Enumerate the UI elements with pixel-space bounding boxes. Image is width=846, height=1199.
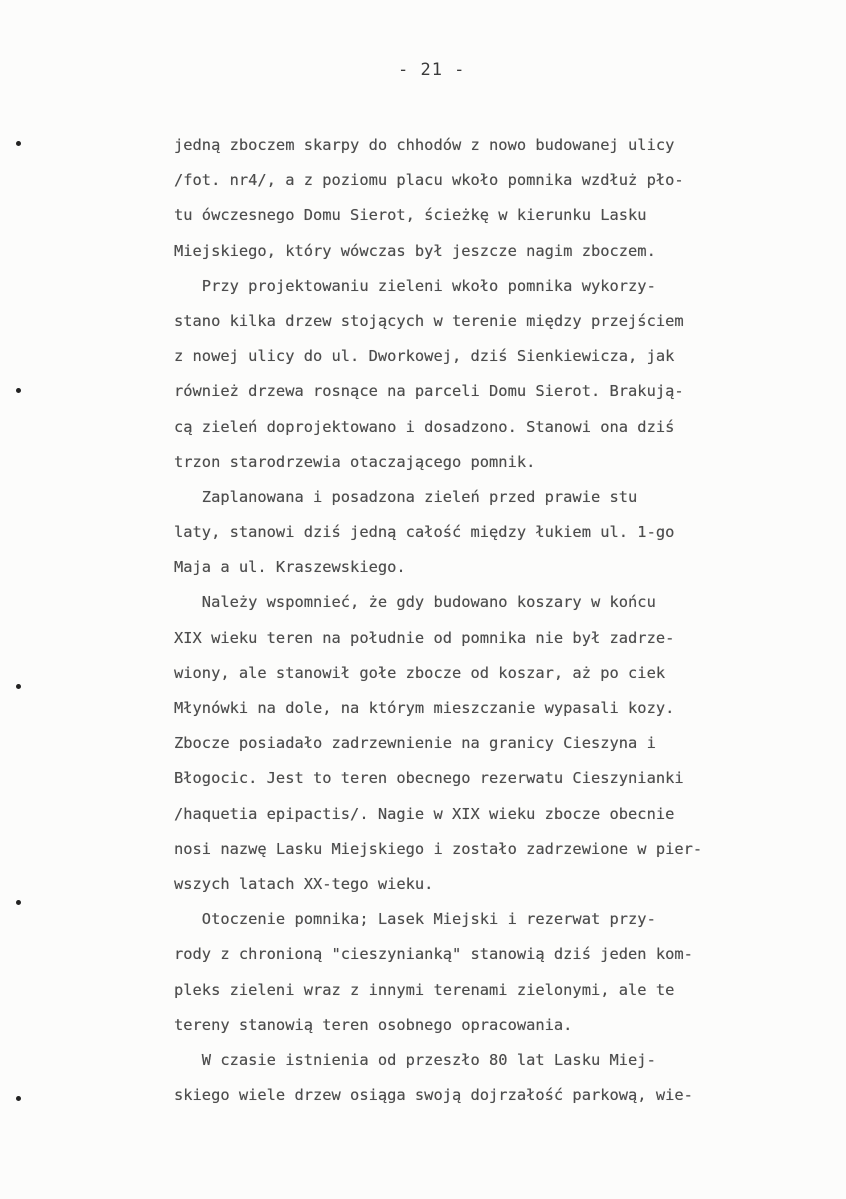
margin-punch-mark <box>16 900 21 905</box>
text-line: Zbocze posiadało zadrzewnienie na granicy Cieszyna i <box>174 734 656 753</box>
text-line: Miejskiego, który wówczas był jeszcze nagim zboczem. <box>174 241 656 260</box>
text-line: jedną zboczem skarpy do chhodów z nowo budowanej ulicy <box>174 136 675 154</box>
text-line: pleks zieleni wraz z innymi terenami zielonymi, ale te <box>174 980 675 999</box>
text-line: skiego wiele drzew osiąga swoją dojrzałość parkową, wie- <box>174 1086 693 1105</box>
text-line: Młynówki na dole, na którym mieszczanie wypasali kozy. <box>174 699 675 717</box>
page-number: - 21 - <box>398 60 466 80</box>
text-line: Należy wspomnieć, że gdy budowano koszary w końcu <box>174 593 656 612</box>
text-line: stano kilka drzew stojących w terenie między przejściem <box>174 311 684 330</box>
text-line: laty, stanowi dziś jedną całość między łukiem ul. 1-go <box>174 523 675 542</box>
margin-punch-mark <box>16 684 21 689</box>
text-line: tu ówczesnego Domu Sierot, ścieżkę w kierunku Lasku <box>174 206 647 225</box>
text-line: Maja a ul. Kraszewskiego. <box>174 558 406 577</box>
text-line: Otoczenie pomnika; Lasek Miejski i rezerwat przy- <box>174 910 656 929</box>
margin-punch-mark <box>16 141 21 146</box>
text-line: /fot. nr4/, a z poziomu placu wkoło pomnika wzdłuż pło- <box>174 171 684 190</box>
margin-punch-mark <box>16 1096 21 1101</box>
text-line: tereny stanowią teren osobnego opracowania. <box>174 1015 573 1034</box>
text-line: wiony, ale stanowił gołe zbocze od koszar, aż po ciek <box>174 663 666 682</box>
text-line: cą zieleń doprojektowano i dosadzono. Stanowi ona dziś <box>174 417 675 436</box>
typed-body-text <box>174 128 794 1113</box>
text-line: również drzewa rosnące na parceli Domu Sierot. Brakują- <box>174 382 684 401</box>
text-line: rody z chronioną "cieszynianką" stanowią dziś jeden kom- <box>174 945 693 964</box>
text-line: wszych latach XX-tego wieku. <box>174 874 434 893</box>
text-line: XIX wieku teren na południe od pomnika nie był zadrze- <box>174 628 675 647</box>
text-line: nosi nazwę Lasku Miejskiego i zostało zadrzewione w pier- <box>174 839 703 858</box>
margin-punch-mark <box>16 388 21 393</box>
text-line: /haquetia epipactis/. Nagie w XIX wieku zbocze obecnie <box>174 804 675 823</box>
text-line: Przy projektowaniu zieleni wkoło pomnika wykorzy- <box>174 276 656 295</box>
text-line: W czasie istnienia od przeszło 80 lat Lasku Miej- <box>174 1050 656 1069</box>
text-line: z nowej ulicy do ul. Dworkowej, dziś Sienkiewicza, jak <box>174 347 675 366</box>
text-line: Zaplanowana i posadzona zieleń przed prawie stu <box>174 487 638 506</box>
text-line: Błogocic. Jest to teren obecnego rezerwatu Cieszynianki <box>174 769 684 788</box>
text-line: trzon starodrzewia otaczającego pomnik. <box>174 452 536 471</box>
